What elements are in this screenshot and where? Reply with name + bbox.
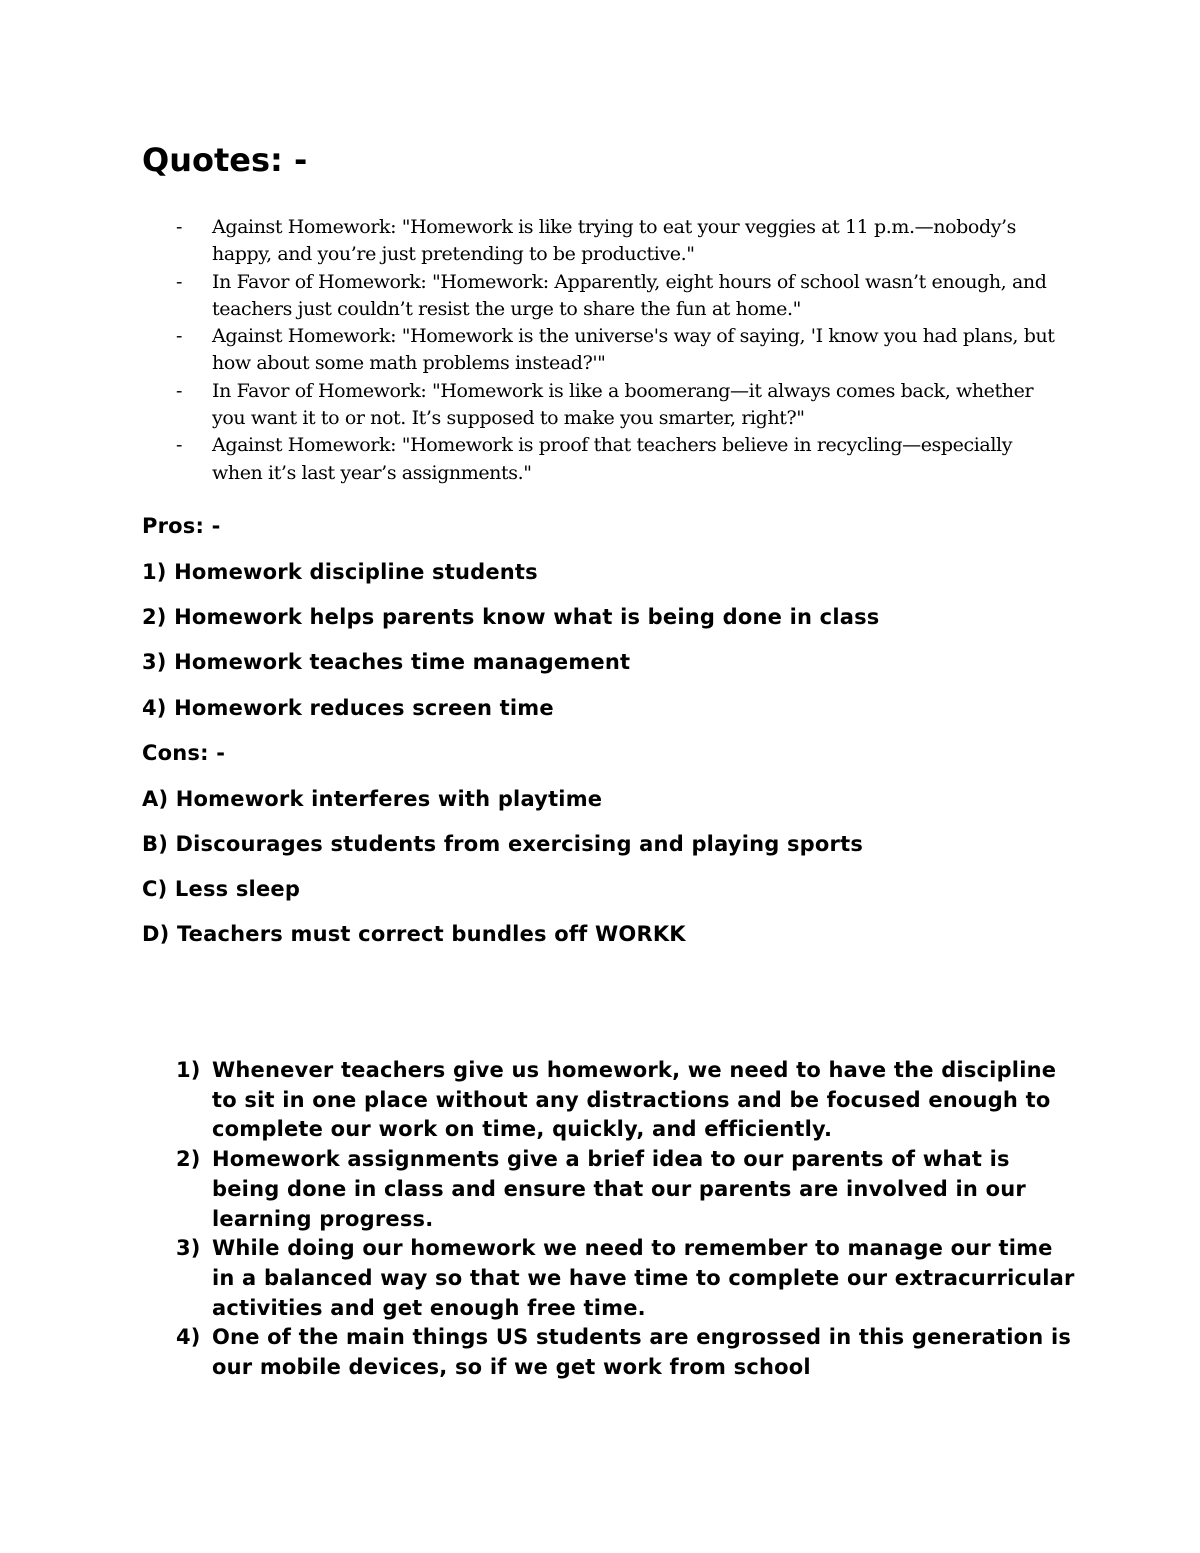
- quote-text: In Favor of Homework: "Homework is like a boomerang—it always comes back, whether you want it to or not. It’s supposed to make you smarter, right?": [212, 379, 1034, 430]
- pros-item: 4) Homework reduces screen time: [142, 696, 554, 720]
- pros-item: 2) Homework helps parents know what is being done in class: [142, 605, 880, 629]
- cons-item: C) Less sleep: [142, 877, 301, 901]
- explanation-item: [176, 1056, 1076, 1145]
- quotes-list: [176, 214, 1056, 487]
- quote-bullet: -: [176, 325, 183, 348]
- quote-bullet: -: [176, 379, 183, 402]
- quote-text: Against Homework: "Homework is the universe's way of saying, 'I know you had plans, but how about some math problems instead?'": [212, 325, 1055, 375]
- cons-heading: Cons: -: [142, 741, 226, 765]
- explanation-text: Whenever teachers give us homework, we need to have the discipline to sit in one place without any distractions and be focused enough to complete our work on time, quickly, and efficiently.: [212, 1058, 1057, 1142]
- explanation-item: [176, 1323, 1076, 1382]
- explanation-text: Homework assignments give a brief idea to our parents of what is being done in class and ensure that our parents are involved in our learning progress.: [212, 1147, 1026, 1231]
- pros-item: 3) Homework teaches time management: [142, 650, 631, 674]
- explanation-item: [176, 1145, 1076, 1234]
- explanation-number: 1): [176, 1058, 201, 1082]
- pros-heading: Pros: -: [142, 514, 221, 538]
- explanation-item: [176, 1234, 1076, 1323]
- quote-item: [176, 269, 1056, 324]
- quote-bullet: -: [176, 434, 183, 457]
- quote-item: [176, 378, 1056, 433]
- quote-item: [176, 323, 1056, 378]
- quote-text: In Favor of Homework: "Homework: Apparently, eight hours of school wasn’t enough, and teachers just couldn’t resist the urge to share the fun at home.": [212, 270, 1047, 320]
- quote-bullet: -: [176, 216, 183, 238]
- explanation-text: One of the main things US students are engrossed in this generation is our mobile devices, so if we get work from school: [212, 1325, 1072, 1380]
- quote-text: Against Homework: "Homework is like trying to eat your veggies at 11 p.m.—nobody’s happy, and you’re just pretending to be productive.": [212, 216, 1017, 266]
- quote-bullet: -: [176, 270, 183, 293]
- quote-text: Against Homework: "Homework is proof that teachers believe in recycling—especially when it’s last year’s assignments.": [212, 434, 1013, 484]
- quote-item: [176, 214, 1056, 269]
- explanation-number: 4): [176, 1325, 201, 1350]
- quote-item: [176, 432, 1056, 487]
- pros-item: 1) Homework discipline students: [142, 560, 538, 584]
- cons-item: D) Teachers must correct bundles off WORKK: [142, 922, 686, 946]
- cons-item: A) Homework interferes with playtime: [142, 787, 603, 811]
- explanation-number: 2): [176, 1147, 201, 1172]
- cons-item: B) Discourages students from exercising and playing sports: [142, 832, 864, 856]
- explanation-number: 3): [176, 1236, 201, 1261]
- quotes-heading: Quotes: -: [142, 141, 308, 179]
- explanation-text: While doing our homework we need to remember to manage our time in a balanced way so that we have time to complete our extracurricular activities and get enough free time.: [212, 1236, 1075, 1320]
- explanation-list: [176, 1056, 1076, 1383]
